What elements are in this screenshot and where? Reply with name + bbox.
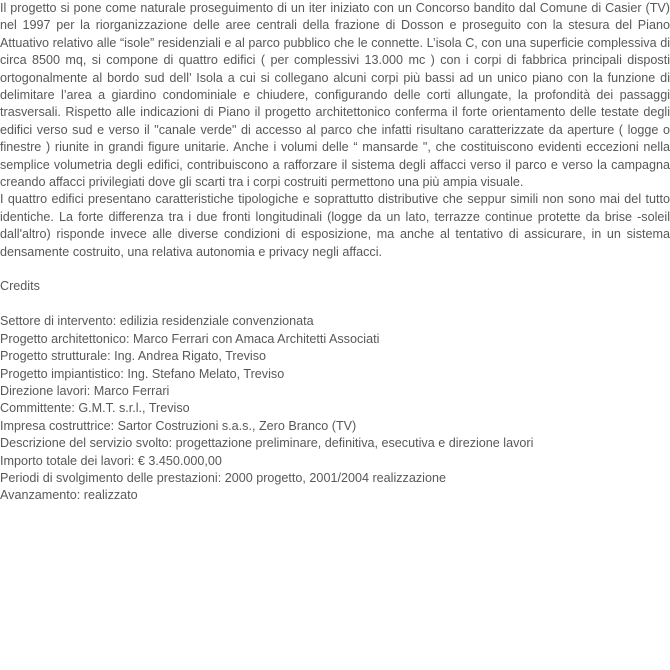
section-spacer (0, 296, 670, 313)
credit-item-service-description: Descrizione del servizio svolto: progettazione preliminare, definitiva, esecutiva e direzione lavori (0, 436, 534, 451)
section-spacer (0, 261, 670, 278)
credits-list (0, 313, 670, 504)
credit-item-total-amount: Importo totale dei lavori: € 3.450.000,00 (0, 453, 222, 468)
credit-item-client: Committente: G.M.T. s.r.l., Treviso (0, 401, 190, 416)
credit-item-contractor: Impresa costruttrice: Sartor Costruzioni s.a.s., Zero Branco (TV) (0, 418, 357, 433)
credit-item-status: Avanzamento: realizzato (0, 488, 138, 503)
credit-item-structural-design: Progetto strutturale: Ing. Andrea Rigato, Treviso (0, 349, 267, 364)
credit-item-plant-design: Progetto impiantistico: Ing. Stefano Melato, Treviso (0, 366, 285, 381)
credit-item-works-direction: Direzione lavori: Marco Ferrari (0, 383, 170, 398)
credit-item-periods: Periodi di svolgimento delle prestazioni: 2000 progetto, 2001/2004 realizzazione (0, 470, 446, 485)
description-paragraph-2: I quattro edifici presentano caratteristiche tipologiche e soprattutto distributive che seppur simili non sono mai del tutto identiche. La forte differenza tra i due fronti longitudinali (logge da un lato, terrazze continue protette da brise -soleil dall'altro) risponde invece alle diverse condizioni di esposizione, ma anche al tentativo di assicurare, in un sistema densamente costruito, una relativa autonomia e privacy negli affacci. (0, 192, 670, 259)
credit-item-sector: Settore di intervento: edilizia residenziale convenzionata (0, 314, 314, 329)
description-paragraph-1: Il progetto si pone come naturale proseguimento di un iter iniziato con un Concorso bandito dal Comune di Casier (TV) nel 1997 per la riorganizzazione delle aree centrali della frazione di Dosson e proseguito con la stesura del Piano Attuativo relativo alle “isole” residenziali e al parco pubblico che le connette. L’isola C, con una superficie complessiva di circa 8500 mq, si compone di quattro edifici ( per complessivi 13.000 mc ) con i corpi di fabbrica principali disposti ortogonalmente al bordo sud dell’ Isola a cui si collegano alcuni corpi più bassi ad un unico piano con la funzione di delimitare l’area a giardino condominiale e chiudere, configurando delle corti allungate, la profondità dei passaggi trasversali. Rispetto alle indicazioni di Piano il progetto architettonico conferma il forte orientamento delle testate degli edifici verso sud e verso il "canale verde" di accesso al parco che infatti risultano caratterizzate da aperture ( logge o finestre ) riunite in grandi figure unitarie. Anche i volumi delle “ mansarde ", che costituiscono evidenti eccezioni nella semplice volumetria degli edifici, contribuiscono a rafforzare il sistema degli affacci verso il parco e verso la campagna creando affacci privilegiati dove gli scarti tra i corpi costruiti permettono una più ampia visuale. (0, 1, 670, 190)
credits-heading: Credits (0, 279, 40, 294)
credit-item-architectural-design: Progetto architettonico: Marco Ferrari con Amaca Architetti Associati (0, 331, 380, 346)
